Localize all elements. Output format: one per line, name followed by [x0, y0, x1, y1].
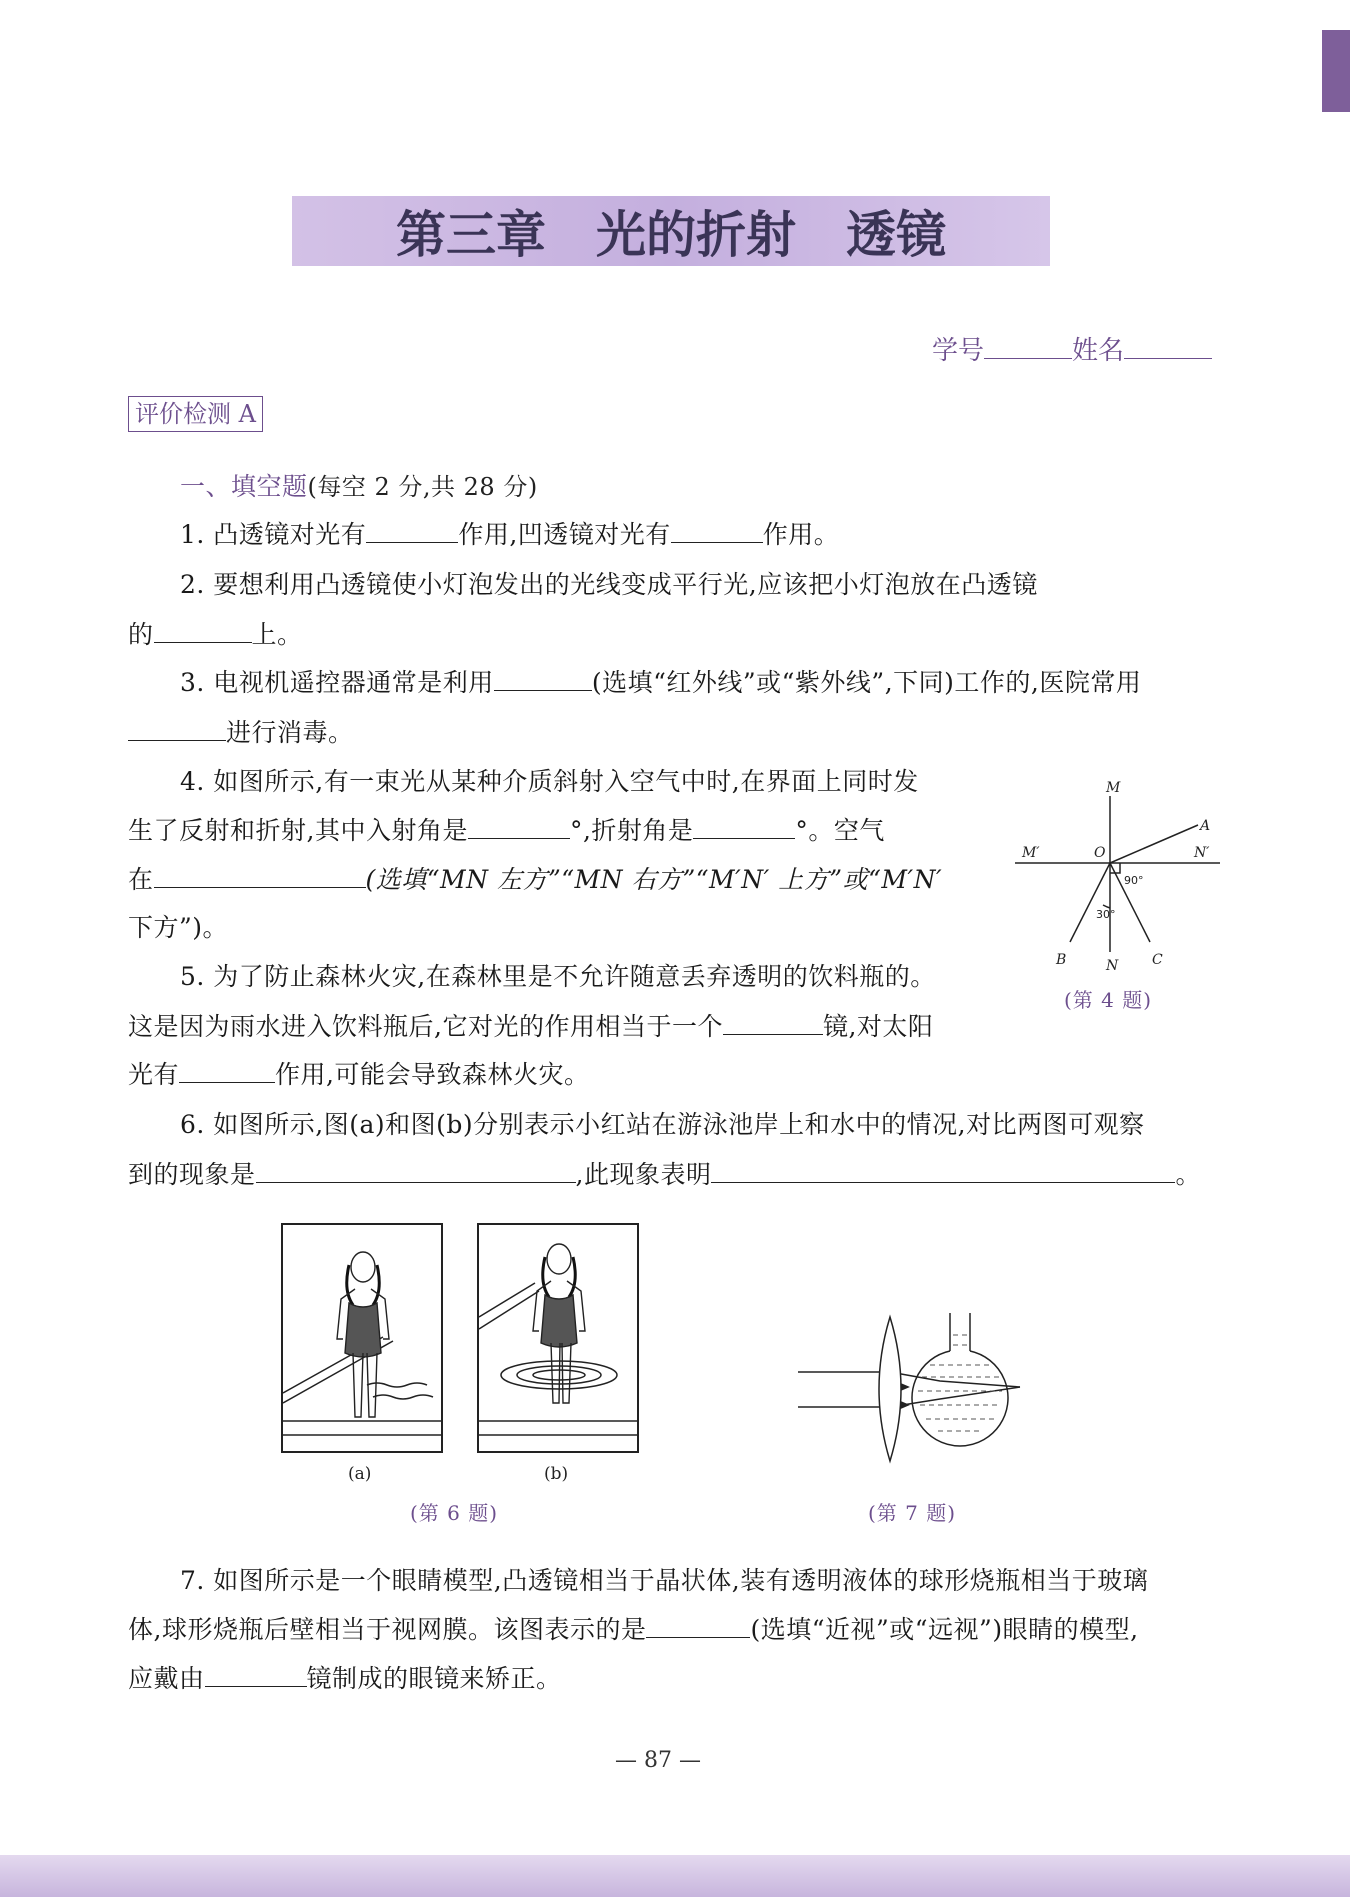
q3-blank-2[interactable]	[128, 739, 226, 741]
section-label: 评价检测 A	[128, 396, 263, 432]
label-n: N	[1106, 958, 1119, 974]
student-id-blank[interactable]	[984, 357, 1072, 359]
question-2-line-2	[128, 620, 303, 650]
student-id-label: 学号	[931, 336, 984, 366]
question-4-line-2	[128, 816, 885, 846]
figure-6b-in-water	[477, 1223, 639, 1453]
q5-text-e: 作用,可能会导致森林火灾。	[275, 1060, 590, 1089]
label-n-prime: N′	[1194, 845, 1210, 861]
bottom-band	[0, 1855, 1350, 1897]
ray-ob	[1070, 863, 1110, 942]
q7-text-c: (选填“近视”或“远视”)眼睛的模型,	[750, 1615, 1139, 1644]
question-7-line-1: 7. 如图所示是一个眼睛模型,凸透镜相当于晶状体,装有透明液体的球形烧瓶相当于玻璃	[180, 1566, 1149, 1595]
figure-6b-label: (b)	[544, 1464, 569, 1484]
page-edge-tab	[1322, 30, 1350, 112]
q6-blank-1[interactable]	[256, 1181, 576, 1183]
question-4-line-1: 4. 如图所示,有一束光从某种介质斜射入空气中时,在界面上同时发	[180, 767, 919, 796]
q7-text-b: 体,球形烧瓶后壁相当于视网膜。该图表示的是	[128, 1615, 647, 1644]
figure-7-caption: (第 7 题)	[868, 1501, 957, 1525]
label-c: C	[1152, 952, 1163, 968]
ray-oa	[1110, 825, 1198, 863]
girl-figure-a	[337, 1252, 389, 1417]
q6-blank-2[interactable]	[711, 1181, 1175, 1183]
question-1	[180, 520, 839, 550]
name-label: 姓名	[1071, 336, 1124, 366]
q5-blank-1[interactable]	[723, 1033, 823, 1035]
q4-blank-1[interactable]	[468, 837, 570, 839]
q2-text-b: 的	[128, 620, 154, 649]
figure-4-diagram	[1010, 780, 1230, 980]
question-3-line-1	[180, 668, 1141, 698]
q1-blank-2[interactable]	[671, 541, 763, 543]
label-b: B	[1056, 952, 1067, 968]
question-6-line-2	[128, 1160, 1201, 1190]
question-3-line-2	[128, 718, 354, 748]
question-7-line-2	[128, 1615, 1139, 1645]
question-6-line-1: 6. 如图所示,图(a)和图(b)分别表示小红站在游泳池岸上和水中的情况,对比两图可观察	[180, 1110, 1145, 1139]
question-7-line-3	[128, 1664, 562, 1694]
label-m-prime: M′	[1022, 845, 1040, 861]
label-a: A	[1200, 818, 1211, 834]
q2-blank-1[interactable]	[154, 641, 252, 643]
q5-text-c: 镜,对太阳	[822, 1012, 934, 1041]
q1-blank-1[interactable]	[366, 541, 458, 543]
ray-top	[890, 1372, 1020, 1387]
q5-text-b: 这是因为雨水进入饮料瓶后,它对光的作用相当于一个	[128, 1012, 723, 1041]
convex-lens	[879, 1317, 901, 1461]
student-info-line	[932, 330, 1212, 367]
q7-blank-2[interactable]	[205, 1685, 307, 1687]
part1-title: 一、填空题	[180, 472, 308, 501]
q4-blank-3[interactable]	[154, 886, 366, 888]
q4-text-e: 在	[128, 865, 154, 894]
part1-note: (每空 2 分,共 28 分)	[307, 473, 538, 501]
q7-text-e: 镜制成的眼镜来矫正。	[306, 1664, 562, 1693]
q1-text-c: 作用。	[762, 520, 840, 549]
figure-6a-label: (a)	[348, 1464, 372, 1484]
figure-4-caption: (第 4 题)	[1064, 988, 1153, 1012]
question-5-line-1: 5. 为了防止森林火灾,在森林里是不允许随意丢弃透明的饮料瓶的。	[180, 962, 936, 991]
page-number: — 87 —	[615, 1748, 701, 1773]
question-4-line-4: 下方”)。	[128, 913, 229, 942]
question-2-line-1: 2. 要想利用凸透镜使小灯泡发出的光线变成平行光,应该把小灯泡放在凸透镜	[180, 570, 1038, 599]
label-m: M	[1106, 780, 1121, 796]
q5-blank-2[interactable]	[179, 1081, 275, 1083]
label-90deg: 90°	[1124, 874, 1144, 887]
figure-6a-on-shore	[281, 1223, 443, 1453]
q2-text-c: 上。	[251, 620, 303, 649]
question-4-line-3	[128, 865, 942, 895]
q7-text-d: 应戴由	[128, 1664, 205, 1693]
question-5-line-2	[128, 1012, 933, 1042]
q1-text-b: 作用,凹透镜对光有	[458, 520, 671, 549]
q6-text-d: 。	[1175, 1160, 1201, 1189]
q6-text-c: ,此现象表明	[575, 1160, 712, 1189]
q3-text-a: 3. 电视机遥控器通常是利用	[180, 668, 494, 697]
q6-text-b: 到的现象是	[128, 1160, 256, 1189]
q5-text-d: 光有	[128, 1060, 180, 1089]
figure-6-caption: (第 6 题)	[410, 1501, 499, 1525]
name-blank[interactable]	[1124, 357, 1212, 359]
q4-text-c: °,折射角是	[569, 816, 694, 845]
q3-text-b: (选填“红外线”或“紫外线”,下同)工作的,医院常用	[591, 668, 1142, 697]
chapter-title: 第三章 光的折射 透镜	[396, 205, 946, 264]
q4-text-f: (选填“MN 左方”“MN 右方”“M′N′ 上方”或“M′N′	[365, 865, 943, 894]
q4-text-d: °。空气	[795, 816, 885, 845]
q4-blank-2[interactable]	[693, 837, 795, 839]
q7-blank-1[interactable]	[646, 1636, 750, 1638]
q4-text-b: 生了反射和折射,其中入射角是	[128, 816, 468, 845]
label-o: O	[1094, 845, 1106, 861]
ray-bottom	[890, 1387, 1020, 1407]
q3-text-c: 进行消毒。	[226, 718, 354, 747]
q3-blank-1[interactable]	[494, 689, 592, 691]
q1-text-a: 1. 凸透镜对光有	[180, 520, 367, 549]
figure-7-eye-model	[790, 1305, 1040, 1465]
question-5-line-3	[128, 1060, 589, 1090]
part1-heading	[180, 472, 538, 502]
label-30deg: 30°	[1096, 908, 1116, 921]
